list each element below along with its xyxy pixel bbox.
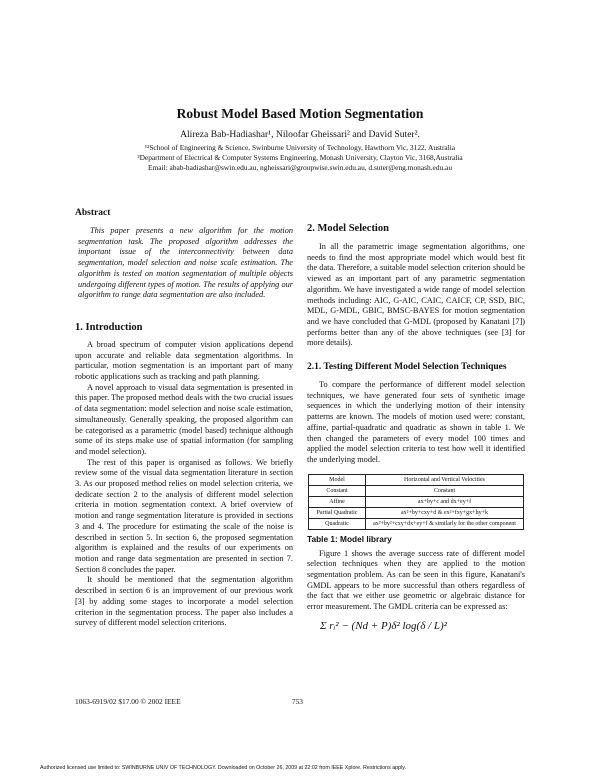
table-cell: Constant [366,485,524,496]
testing-heading: 2.1. Testing Different Model Selection Techniques [307,362,507,373]
copyright: 1063-6919/02 $17.00 © 2002 IEEE [75,697,181,706]
table-header-row [309,474,524,485]
table-cell: Constant [309,485,366,496]
abstract-text: This paper presents a new algorithm for the motion segmentation task. The proposed algorithm addresses the important issue of the interconnectivity between data segmentation, model selection and noise scale estimation. The algorithm is tested on motion segmentation of multiple objects undergoing different types of motion. The results of applying our algorithm to range data segmentation are also included. [78,226,293,300]
paragraph: The rest of this paper is organised as follows. We briefly review some of the visual data segmentation literature in section 3. As our proposed method relies on model selection criteria, we dedicate section 2 to the analysis of different model selection criteria in motion segmentation context. A brief overview of motion and range segmentation literature is provided in sections 3 and 4. The procedure for estimating the scale of the noise is described in section 5. In section 6, the proposed segmentation algorithm is explained and the results of our experiments on motion and range data segmentation are presented in section 7. Section 8 concludes the paper. [75,457,293,574]
paragraph: A novel approach to visual data segmentation is presented in this paper. The proposed method deals with the two crucial issues of data segmentation: model selection and noise scale estimation, simultaneously. Generally speaking, the proposed algorithm can be categorised as a parametric (model based) technique although some of its steps make use of spatial information (for sampling and model selection). [75,382,293,456]
table-row [309,485,524,496]
table-row [309,507,524,518]
paragraph: It should be mentioned that the segmentation algorithm described in section 6 is an improvement of our previous work [3] by adding some stages to incorporate a model selection criterion in the segmentation process. The paper also includes a survey of different model selection criterions. [75,575,293,628]
model-selection-text: In all the parametric image segmentation algorithms, one needs to find the most appropriate model which would best fit the data. Therefore, a suitable model selection criterion should be viewed as an important part of any parametric segmentation algorithm. We have investigated a wide range of model selection methods including: AIC, G-AIC, CAIC, CAICF, CP, SSD, BIC, MDL, G-MDL, GBIC, BMSC-BAYES for motion segmentation and we have concluded that G-MDL (proposed by Kanatani [7]) performs better than any of the above techniques (see [3] for more details). [307,242,525,348]
gmdl-formula: Σ rᵢ² − (Nd + P)δ² log(δ / L)² [320,619,447,632]
page-number: 753 [291,697,303,706]
affiliation-2: ²Department of Electrical & Computer Systems Engineering, Monash University, Clayton Vic, 3168,Australia [137,153,463,162]
table-caption: Table 1: Model library [307,533,392,544]
table-cell: Partial Quadratic [309,507,366,518]
table-header: Horizontal and Vertical Velocities [366,474,524,485]
table-header: Model [309,474,366,485]
table-row [309,496,524,507]
paragraph: A broad spectrum of computer vision applications depend upon accurate and reliable data segmentation algorithms. In particular, motion segmentation is an important part of many robotic applications such as tracking and path planning. [75,339,293,382]
table-row [309,518,524,529]
left-column [75,207,303,707]
table-cell: ax²+by+cxy+d & ex²+fxy+gx+hy+k [366,507,524,518]
intro-heading: 1. Introduction [75,321,143,333]
testing-text: To compare the performance of different model selection techniques, we have generated four sets of synthetic image sequences in which the underlying motion of their intensity patterns are known. The models of motion used were: constant, affine, partial-quadratic and quadratic as shown in table 1. We then changed the parameters of every model 100 times and applied the model selection criteria to test how well it identified the underlying model. [307,380,525,464]
table-cell: ax+by+c and dx+ey+f [366,496,524,507]
authors: Alireza Bab-Hadiashar¹, Niloofar Gheissari² and David Suter². [180,129,420,140]
model-library-table [308,474,524,530]
abstract-heading: Abstract [75,208,111,218]
page-footer [75,689,303,707]
affiliation-1: ¹²School of Engineering & Science, Swinburne University of Technology, Hawthorn Vic, 3122, Australia [144,143,456,152]
email-line: Email: abab-hadiashar@swin.edu.au, ngheissari@groupwise.swin.edu.au, d.suter@eng.monash.edu.au [147,163,453,172]
table-cell: Quadratic [309,518,366,529]
paper-title: Robust Model Based Motion Segmentation [176,106,424,121]
table-cell: ax²+by²+cxy+dx+ey+f & similarly for the other component [366,518,524,529]
intro-body [75,340,293,629]
right-column [307,222,525,633]
figure-text: Figure 1 shows the average success rate of different model selection techniques when they are applied to the motion segmentation problem. As can be seen in this figure, Kanatani's GMDL appears to be more successful than others regardless of the fact that we either use geometric or algebraic distance for error measurement. The GMDL criteria can be expressed as: [307,548,525,612]
table-cell: Affine [309,496,366,507]
authorized-use-notice: Authorized licensed use limited to: SWINBURNE UNIV OF TECHNOLOGY. Downloaded on October 26, 2009 at 22:02 from IEEE Xplore. Restrictions apply. [40,765,406,771]
model-selection-heading: 2. Model Selection [307,223,389,234]
